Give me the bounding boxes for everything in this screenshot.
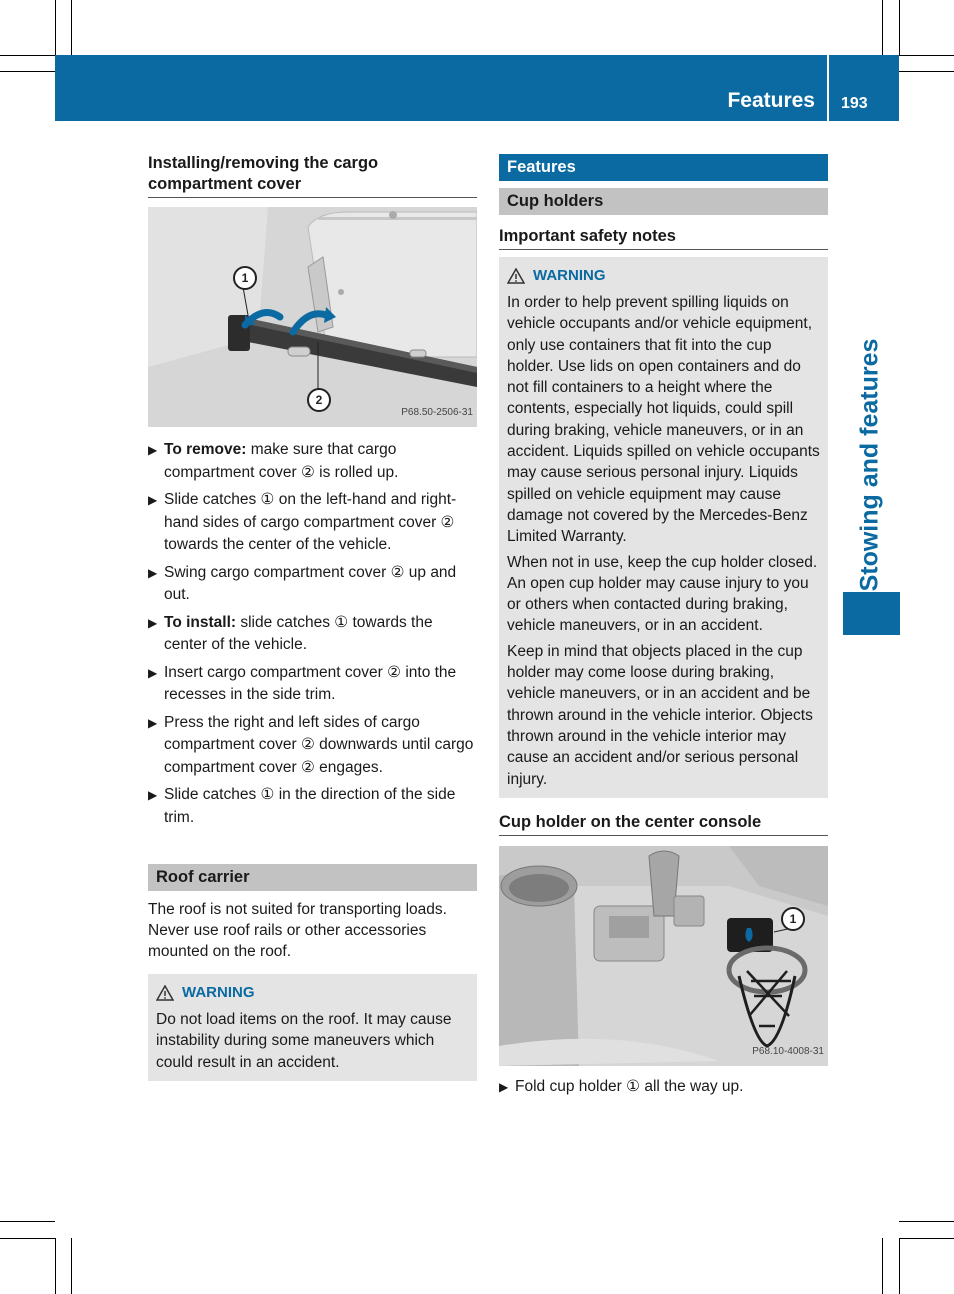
step-text: Slide catches ① on the left-hand and right-hand sides of cargo compartment cover ② towards the center of the vehicle.: [164, 491, 457, 553]
safety-heading: Important safety notes: [499, 226, 828, 250]
list-item: [148, 712, 477, 780]
warning-paragraph: Keep in mind that objects placed in the cup holder may come loose during braking, vehicle maneuvers, or in an accident and be thrown around in the vehicle interior. Objects thrown around in the vehicle interior may cause an accident and/or serious personal injury.: [507, 642, 813, 788]
crop-mark: [882, 0, 883, 55]
right-triangle-icon: ▶: [148, 565, 158, 580]
crop-mark: [71, 0, 72, 55]
crop-mark: [899, 71, 954, 72]
crop-mark: [0, 55, 55, 56]
cup-holder-figure: [499, 846, 828, 1066]
list-item: [148, 439, 477, 484]
callout-1: 1: [233, 266, 257, 290]
crop-mark: [899, 1238, 900, 1294]
cup-holders-bar: Cup holders: [499, 188, 828, 215]
figure-code: P68.10-4008-31: [752, 1046, 824, 1057]
step-lead: To remove:: [164, 441, 247, 458]
page-number: 193: [841, 95, 868, 112]
crop-mark: [899, 1238, 954, 1239]
warning-text: Do not load items on the roof. It may cause instability during some maneuvers which could result in an accident.: [156, 1011, 452, 1071]
list-item: [148, 784, 477, 829]
list-item: [148, 489, 477, 557]
cargo-cover-figure: [148, 207, 477, 427]
crop-mark: [899, 55, 954, 56]
side-tab-marker: [843, 592, 900, 635]
crop-mark: [71, 1238, 72, 1294]
list-item: [499, 1076, 828, 1099]
step-text: slide catches ① towards the center of the vehicle.: [164, 613, 433, 653]
warning-triangle-icon: [507, 268, 525, 284]
crop-mark: [882, 1238, 883, 1294]
roof-warning-box: [148, 974, 477, 1081]
step-lead: To install:: [164, 613, 237, 631]
console-heading: Cup holder on the center console: [499, 812, 828, 836]
warning-header: [156, 982, 469, 1004]
list-item: [148, 662, 477, 707]
right-column: [499, 154, 828, 798]
right-triangle-icon: ▶: [148, 615, 158, 630]
header-title: Features: [727, 89, 815, 112]
step-text: Press the right and left sides of cargo compartment cover ② downwards until cargo compartment cover ② engages.: [164, 713, 474, 776]
crop-mark: [55, 1238, 56, 1294]
left-column: [148, 153, 477, 834]
warning-paragraph: When not in use, keep the cup holder closed. An open cup holder may cause injury to you or others when contacted during braking, vehicle maneuvers, or in an accident.: [507, 553, 818, 635]
warning-header: [507, 265, 820, 287]
section-heading-cargo-cover: Installing/removing the cargo compartment cover: [148, 153, 477, 198]
center-console-section: [499, 812, 828, 1104]
list-item: [148, 612, 477, 657]
callout-2: 2: [307, 388, 331, 412]
step-text: Swing cargo compartment cover ② up and out.: [164, 563, 457, 603]
side-tab-label: Stowing and features: [855, 338, 884, 592]
header-bar: [55, 55, 899, 121]
right-triangle-icon: ▶: [499, 1080, 509, 1094]
crop-mark: [899, 0, 900, 55]
cargo-cover-steps: [148, 439, 477, 829]
crop-mark: [55, 0, 56, 55]
step-text: Fold cup holder ① all the way up.: [515, 1078, 744, 1095]
crop-mark: [0, 1238, 55, 1239]
header-separator: [827, 55, 829, 121]
warning-triangle-icon: [156, 985, 174, 1001]
right-triangle-icon: ▶: [148, 443, 158, 457]
step-text: Insert cargo compartment cover ② into the recesses in the side trim.: [164, 663, 457, 703]
warning-label: WARNING: [182, 984, 255, 1001]
right-triangle-icon: ▶: [148, 788, 158, 802]
crop-mark: [899, 1221, 954, 1222]
step-text: Slide catches ① in the direction of the side trim.: [164, 786, 456, 826]
list-item: [148, 562, 477, 607]
warning-label: WARNING: [533, 267, 606, 284]
cup-holder-warning-box: [499, 257, 828, 798]
roof-carrier-text: The roof is not suited for transporting loads. Never use roof rails or other accessories mounted on the roof.: [148, 901, 447, 960]
warning-paragraph: In order to help prevent spilling liquids on vehicle occupants and/or vehicle equipment, only use containers that fit into the cup holder. Use lids on open containers and do not fill containers to a height where the contents, especially hot liquids, could spill during braking, vehicle maneuvers, or in an accident. Liquids spilled on vehicle occupants may cause serious personal injury. Liquids spilled on vehicle equipment may cause damage not covered by the Mercedes-Benz Limited Warranty.: [507, 294, 820, 546]
step-text: make sure that cargo compartment cover ② is rolled up.: [164, 441, 399, 481]
figure-code: P68.50-2506-31: [401, 407, 473, 418]
right-triangle-icon: ▶: [148, 715, 158, 730]
roof-carrier-section: [148, 864, 477, 1081]
callout-1: 1: [781, 907, 805, 931]
cup-holder-steps: [499, 1076, 828, 1099]
right-triangle-icon: ▶: [148, 493, 158, 507]
crop-mark: [0, 1221, 55, 1222]
cup-holder-illustration: [499, 846, 828, 1066]
crop-mark: [0, 71, 55, 72]
features-bar: Features: [499, 154, 828, 181]
roof-carrier-heading: Roof carrier: [148, 864, 477, 891]
right-triangle-icon: ▶: [148, 665, 158, 680]
